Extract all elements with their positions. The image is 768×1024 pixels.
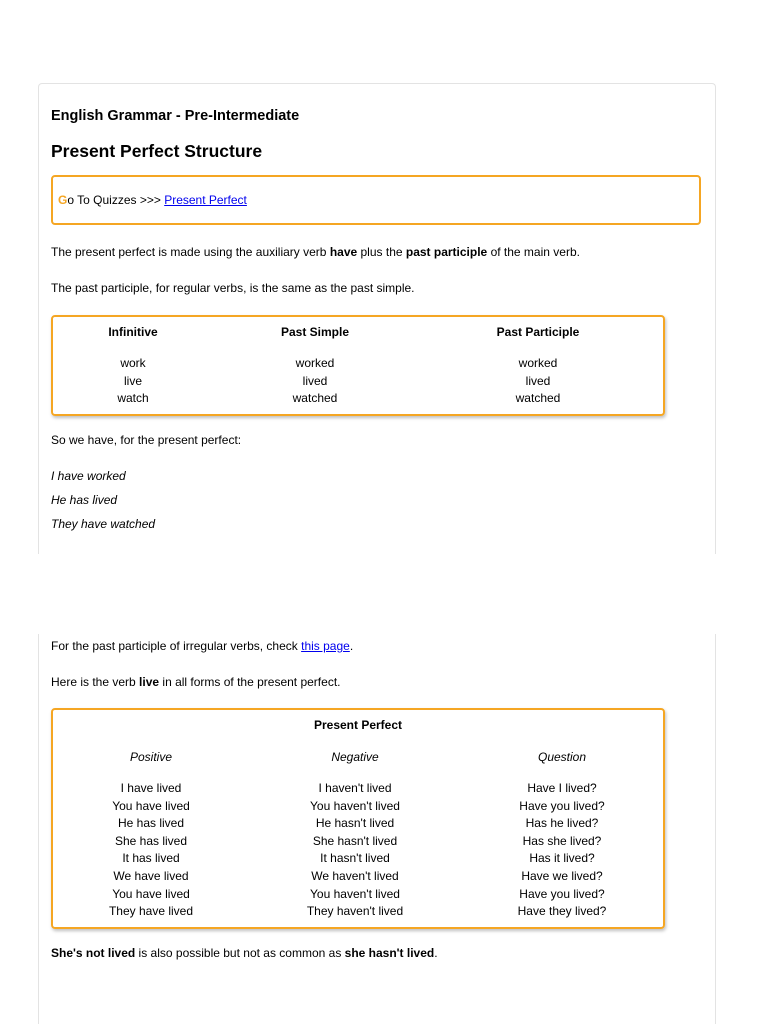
example-sentence: I have worked [51, 469, 126, 483]
table-cell: I have lived [120, 781, 182, 795]
table-subheader: Negative [331, 750, 379, 764]
irregular-verbs-text [51, 639, 353, 653]
example-sentence: He has lived [51, 493, 118, 507]
live-text-a: Here is the verb [51, 675, 140, 689]
verb-live-text [51, 675, 340, 689]
table-cell: Have I lived? [527, 781, 597, 795]
note-text-b: is also possible but not as common as [135, 946, 345, 960]
infinitive-column [81, 325, 185, 408]
note-bold-a: She's not lived [51, 946, 136, 960]
irregular-verbs-link[interactable]: this page [301, 639, 350, 653]
table-cell: You have lived [112, 886, 190, 901]
table-cell: work [120, 356, 146, 370]
intro-bold-have: have [329, 245, 358, 259]
present-perfect-quiz-link[interactable]: Present Perfect [164, 193, 247, 207]
intro-bold-past-participle: past participle [405, 245, 488, 259]
intro-text-e: of the main verb. [487, 245, 580, 259]
intro-text-c: plus the [357, 245, 406, 259]
irregular-text-a: For the past participle of irregular verbs, check [51, 639, 302, 653]
present-perfect-table [51, 708, 665, 929]
table-title: Present Perfect [313, 718, 403, 732]
table-subheader: Positive [129, 750, 173, 764]
table-cell: You have lived [112, 798, 190, 813]
table-cell: Has it lived? [529, 851, 595, 866]
table-cell: You haven't lived [310, 798, 400, 813]
table-cell: watched [515, 391, 561, 406]
page-2 [38, 634, 716, 1024]
table-cell: He hasn't lived [315, 816, 395, 831]
negative-column [289, 750, 421, 921]
table-header: Past Participle [496, 325, 580, 339]
table-cell: Have they lived? [517, 904, 607, 919]
table-cell: lived [302, 373, 328, 388]
past-participle-column [463, 325, 613, 408]
table-cell: worked [295, 356, 335, 370]
note-text-d: . [434, 946, 438, 960]
page-title: Present Perfect Structure [51, 141, 263, 161]
intro-paragraph-1 [51, 245, 580, 259]
table-cell: We have lived [113, 868, 189, 883]
table-cell: It has lived [122, 851, 180, 866]
table-cell: They have lived [108, 904, 194, 919]
goto-rest-text: o To Quizzes >>> [67, 193, 165, 207]
table-header: Past Simple [280, 325, 350, 339]
question-column [487, 750, 637, 921]
irregular-text-b: . [349, 639, 354, 653]
table-cell: They haven't lived [306, 904, 404, 919]
page-1 [38, 83, 716, 554]
table-cell: It hasn't lived [320, 851, 390, 866]
table-cell: Have you lived? [519, 798, 605, 813]
table-cell: You haven't lived [310, 886, 400, 901]
verb-forms-table [51, 315, 665, 416]
note-bold-c: she hasn't lived [344, 946, 435, 960]
positive-column [89, 750, 213, 921]
table-subheader: Question [537, 750, 587, 764]
table-cell: Has she lived? [522, 833, 602, 848]
table-cell: live [123, 373, 142, 388]
so-we-have-text: So we have, for the present perfect: [51, 433, 242, 447]
table-cell: Have we lived? [521, 868, 603, 883]
table-cell: I haven't lived [318, 781, 392, 795]
table-cell: lived [525, 373, 551, 388]
usage-note [51, 946, 438, 960]
table-cell: watched [292, 391, 338, 406]
example-sentence: They have watched [51, 517, 156, 531]
past-simple-column [253, 325, 377, 408]
quiz-link-box [51, 175, 701, 225]
page-subtitle: English Grammar - Pre-Intermediate [51, 108, 300, 124]
intro-paragraph-2: The past participle, for regular verbs, is the same as the past simple. [51, 281, 415, 295]
table-cell: We haven't lived [311, 868, 399, 883]
table-cell: watch [117, 391, 149, 406]
table-cell: She has lived [114, 833, 188, 848]
intro-text-a: The present perfect is made using the auxiliary verb [51, 245, 330, 259]
table-cell: worked [518, 356, 558, 370]
table-cell: He has lived [117, 816, 185, 831]
live-text-c: in all forms of the present perfect. [159, 675, 341, 689]
table-header: Infinitive [108, 325, 158, 339]
quiz-link-text [58, 193, 247, 207]
table-cell: Has he lived? [525, 816, 599, 831]
table-cell: Have you lived? [519, 886, 605, 901]
goto-first-letter: G [58, 193, 68, 207]
live-bold: live [139, 675, 160, 689]
table-cell: She hasn't lived [312, 833, 398, 848]
